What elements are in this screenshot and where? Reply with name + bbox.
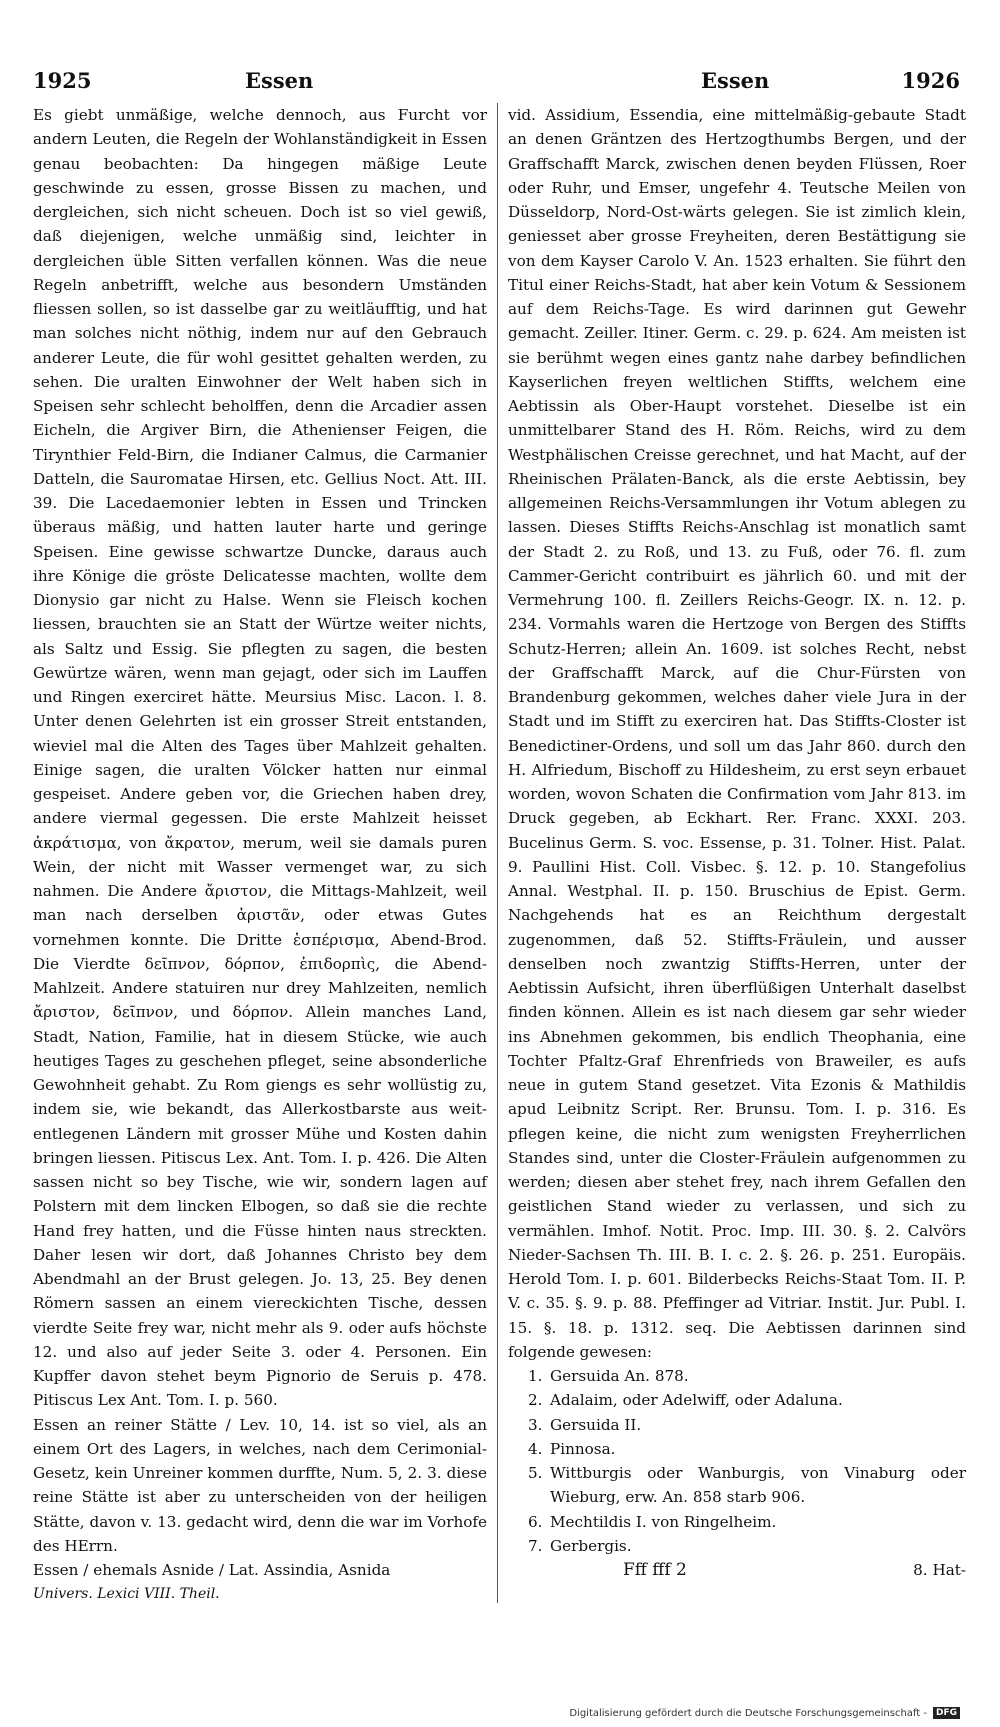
list-item: 6. Mechtildis I. von Ringelheim.	[528, 1512, 777, 1531]
signature-row	[508, 1558, 966, 1582]
digitization-note: Digitalisierung gefördert durch die Deutsche Forschungsgemeinschaft -	[569, 1707, 927, 1719]
column-divider	[497, 103, 498, 1603]
left-paragraph-1: Es giebt unmäßige, welche dennoch, aus Furcht vor andern Leuten, die Regeln der Wohlanständigkeit in Essen genau beobachten: Da hingegen mäßige Leute geschwinde zu essen, grosse Bissen zu machen, und dergleichen, sich nicht scheuen. Doch ist so viel gewiß, daß diejenigen, welche unmäßig sind, leichter in dergleichen üble Sitten verfallen können. Was die neue Regeln anbetrifft, welche aus besondern Umständen fliessen sollen, so ist dasselbe gar zu weitläufftig, und hat man solches nicht nöthig, indem nur auf den Gebrauch anderer Leute, die für wohl gesittet gehalten werden, zu sehen. Die uralten Einwohner der Welt haben sich in Speisen sehr schlecht beholffen, denn die Arcadier assen Eicheln, die Argiver Birn, die Athenienser Feigen, die Tirynthier Feld-Birn, die Indianer Calmus, die Carmanier Datteln, die Sauromatae Hirsen, etc. Gellius Noct. Att. III. 39. Die Lacedaemonier lebten in Essen und Trincken überaus mäßig, und hatten lauter harte und geringe Speisen. Eine gewisse schwartze Duncke, daraus auch ihre Könige die gröste Delicatesse machten, wollte dem Dionysio gar nicht zu Halse. Wenn sie Fleisch kochen liessen, brauchten sie an Statt der Würtze weiter nichts, als Saltz und Essig. Sie pflegten zu sagen, die besten Gewürtze wären, wenn man gejagt, oder sich im Lauffen und Ringen exerciret hätte. Meursius Misc. Lacon. l. 8. Unter denen Gelehrten ist ein grosser Streit entstanden, wieviel mal die Alten des Tages über Mahlzeit gehalten. Einige sagen, die uralten Völcker hatten nur einmal gespeiset. Andere geben vor, die Griechen haben drey, andere viermal gegessen. Die erste Mahlzeit heisset ἀκράτισμα, von ἄκρατον, merum, weil sie damals puren Wein, der nicht mit Wasser vermenget war, zu sich nahmen. Die Andere ἄριστον, die Mittags-Mahlzeit, weil man nach derselben ἀριστᾶν, oder etwas Gutes vornehmen konnte. Die Dritte ἑσπέρισμα, Abend-Brod. Die Vierdte δεῖπνον, δόρπον, ἐπιδορπὶς, die Abend-Mahlzeit. Andere statuiren nur drey Mahlzeiten, nemlich ἄριστον, δεῖπνον, und δόρπον. Allein manches Land, Stadt, Nation, Familie, hat in diesem Stücke, wie auch heutiges Tages zu geschehen pfleget, seine absonderliche Gewohnheit gehabt. Zu Rom giengs es sehr wollüstig zu, indem sie, wie bekandt, das Allerkostbarste aus weit-entlegenen Ländern mit grosser Mühe und Kosten dahin bringen liessen. Pitiscus Lex. Ant. Tom. I. p. 426. Die Alten sassen nicht so bey Tische, wie wir, sondern lagen auf Polstern mit dem lincken Elbogen, so daß sie die rechte Hand frey hatten, und die Füsse hinten naus streckten. Daher lesen wir dort, daß Johannes Christo bey dem Abendmahl an der Brust gelegen. Jo. 13, 25. Bey denen Römern sassen an einem viereckichten Tische, dessen vierdte Seite frey war, nicht mehr als 9. oder aufs höchste 12. und also auf jeder Seite 3. oder 4. Personen. Ein Kupffer davon stehet beym Pignorio de Seruis p. 478. Pitiscus Lex Ant. Tom. I. p. 560.	[33, 106, 487, 1410]
right-column	[508, 103, 966, 1582]
list-item: 4. Pinnosa.	[528, 1439, 616, 1458]
left-column	[33, 103, 487, 1607]
left-paragraph-2: Essen an reiner Stätte / Lev. 10, 14. ist so viel, als an einem Ort des Lagers, in welches, nach dem Cerimonial-Gesetz, kein Unreiner kommen durffte, Num. 5, 2. 3. diese reine Stätte ist aber zu unterscheiden von der heiligen Stätte, davon v. 13. gedacht wird, denn die war im Vorhofe des HErrn.	[33, 1415, 487, 1555]
catchword: 8. Hat-	[913, 1561, 966, 1579]
list-item: 1. Gersuida An. 878.	[528, 1367, 689, 1385]
abbess-list	[508, 1364, 966, 1558]
list-item: 5. Wittburgis oder Wanburgis, von Vinaburg oder Wieburg, erw. An. 858 starb 906.	[528, 1464, 966, 1507]
volume-footer: Univers. Lexici VIII. Theil.	[33, 1586, 220, 1603]
left-page-number: 1925	[33, 68, 92, 93]
page-header	[33, 68, 960, 98]
left-paragraph-3: Essen / ehemals Asnide / Lat. Assindia, Asnida	[33, 1561, 391, 1579]
right-paragraph-1: vid. Assidium, Essendia, eine mittelmäßig-gebaute Stadt an denen Gräntzen des Hertzogthumbs Bergen, und der Graffschafft Marck, zwischen denen beyden Flüssen, Roer oder Ruhr, und Emser, ungefehr 4. Teutsche Meilen von Düsseldorp, Nord-Ost-wärts gelegen. Sie ist zimlich klein, geniesset aber grosse Freyheiten, deren Bestättigung sie von dem Kayser Carolo V. An. 1523 erhalten. Sie führt den Titul einer Reichs-Stadt, hat aber kein Votum & Sessionem auf dem Reichs-Tage. Es wird darinnen gut Gewehr gemacht. Zeiller. Itiner. Germ. c. 29. p. 624. Am meisten ist sie berühmt wegen eines gantz nahe darbey befindlichen Kayserlichen freyen weltlichen Stiffts, welchem eine Aebtissin als Ober-Haupt vorstehet. Dieselbe ist ein unmittelbarer Stand des H. Röm. Reichs, wird zu dem Westphälischen Creisse gerechnet, und hat Macht, auf der Rheinischen Prälaten-Banck, als die erste Aebtissin, bey allgemeinen Reichs-Versammlungen ihr Votum ablegen zu lassen. Dieses Stiffts Reichs-Anschlag ist monatlich samt der Stadt 2. zu Roß, und 13. zu Fuß, oder 76. fl. zum Cammer-Gericht contribuirt es jährlich 60. und mit der Vermehrung 100. fl. Zeillers Reichs-Geogr. IX. n. 12. p. 234. Vormahls waren die Hertzoge von Bergen des Stiffts Schutz-Herren; allein An. 1609. ist solches Recht, nebst der Graffschafft Marck, auf die Chur-Fürsten von Brandenburg gekommen, welches daher viele Jura in der Stadt und im Stifft zu exerciren hat. Das Stiffts-Closter ist Benedictiner-Ordens, und soll um das Jahr 860. durch den H. Alfriedum, Bischoff zu Hildesheim, zu erst seyn erbauet worden, wovon Schaten die Confirmation vom Jahr 813. im Druck gegeben, ab Eckhart. Rer. Franc. XXXI. 203. Bucelinus Germ. S. voc. Essense, p. 31. Tolner. Hist. Palat. 9. Paullini Hist. Coll. Visbec. §. 12. p. 10. Stangefolius Annal. Westphal. II. p. 150. Bruschius de Epist. Germ. Nachgehends hat es an Reichthum dergestalt zugenommen, daß 52. Stiffts-Fräulein, und ausser denselben noch zwantzig Stiffts-Herren, unter der Aebtissin Aufsicht, ihren überflüßigen Unterhalt daselbst finden können. Allein es ist nach diesem gar sehr wieder ins Abnehmen gekommen, bis endlich Theophania, eine Tochter Pfaltz-Graf Ehrenfrieds von Braweiler, es aufs neue in gutem Stand gesetzet. Vita Ezonis & Mathildis apud Leibnitz Script. Rer. Brunsu. Tom. I. p. 316. Es pflegen keine, die nicht zum wenigsten Freyherrlichen Standes sind, unter die Closter-Fräulein aufgenommen zu werden; diesen aber stehet frey, nach ihrem Gefallen den geistlichen Stand wieder zu verlassen, und sich zu vermählen. Imhof. Notit. Proc. Imp. III. 30. §. 2. Calvörs Nieder-Sachsen Th. III. B. I. c. 2. §. 26. p. 251. Europäis. Herold Tom. I. p. 601. Bilderbecks Reichs-Staat Tom. II. P. V. c. 35. §. 9. p. 88. Pfeffinger ad Vitriar. Instit. Jur. Publ. I. 15. §. 18. p. 1312. seq. Die Aebtissen darinnen sind folgende gewesen:	[508, 106, 966, 1361]
left-running-head: Essen	[245, 68, 314, 93]
printer-signature: Fff fff 2	[623, 1560, 687, 1580]
right-page-number: 1926	[901, 68, 960, 93]
list-item: 2. Adalaim, oder Adelwiff, oder Adaluna.	[528, 1391, 843, 1410]
digitization-credit	[569, 1707, 960, 1719]
right-running-head: Essen	[701, 68, 770, 93]
dfg-logo: DFG	[933, 1707, 960, 1719]
list-item: 7. Gerbergis.	[528, 1536, 632, 1555]
list-item: 3. Gersuida II.	[528, 1415, 642, 1434]
